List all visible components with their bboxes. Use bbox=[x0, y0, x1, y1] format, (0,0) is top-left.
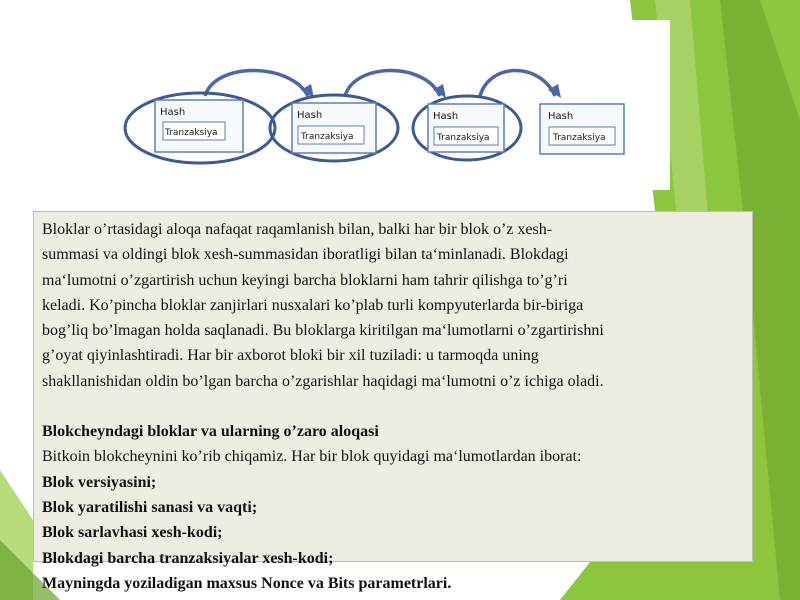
paragraph-line: bog’liq bo’lmagan holda saqlanadi. Bu bloklarga kiritilgan ma‘lumotlarni o’zgartirishni bbox=[42, 322, 604, 340]
blockchain-diagram bbox=[0, 0, 800, 200]
paragraph-line: keladi. Ko’pincha bloklar zanjirlari nusxalari ko’plab turli kompyuterlarda bir-biriga bbox=[42, 296, 584, 314]
paragraph-line: Bloklar o’rtasidagi aloqa nafaqat raqamlanish bilan, balki har bir blok o’z xesh- bbox=[42, 221, 553, 238]
paragraph-line: shakllanishidan oldin bo’lgan barcha o’zgarishlar haqidagi ma‘lumotni o’z ichiga oladi. bbox=[42, 372, 604, 390]
block-4-hash-label: Hash bbox=[548, 111, 574, 122]
block-3-tx-label: Tranzaksiya bbox=[437, 133, 490, 143]
spacer bbox=[42, 394, 744, 419]
section-heading: Blokcheyndagi bloklar va ularning o’zaro aloqasi bbox=[42, 423, 379, 441]
text-panel bbox=[33, 211, 753, 592]
block-4-tx-label: Tranzaksiya bbox=[553, 133, 606, 143]
paragraph-line: ma‘lumotni o’zgartirish uchun keyingi barcha bloklarni ham tahrir qilishga to’g’ri bbox=[42, 271, 568, 289]
block-1-hash-label: Hash bbox=[160, 107, 186, 118]
paragraph-line: g’oyat qiyinlashtiradi. Har bir axborot bloki bir xil tuziladi: u tarmoqda uning bbox=[42, 347, 539, 365]
list-item: Blok yaratilishi sanasi va vaqti; bbox=[42, 498, 258, 516]
list-item: Mayningda yoziladigan maxsus Nonce va Bits parametrlari. bbox=[42, 574, 452, 592]
section-intro: Bitkoin blokcheynini ko’rib chiqamiz. Har bir blok quyidagi ma‘lumotlardan iborat: bbox=[42, 448, 582, 466]
block-2-hash-label: Hash bbox=[297, 110, 323, 121]
block-3-hash-label: Hash bbox=[433, 111, 459, 122]
list-item: Blokdagi barcha tranzaksiyalar xesh-kodi; bbox=[42, 549, 334, 567]
block-2-tx-label: Tranzaksiya bbox=[301, 132, 354, 142]
block-1-tx-label: Tranzaksiya bbox=[165, 128, 218, 138]
list-item: Blok sarlavhasi xesh-kodi; bbox=[42, 524, 223, 542]
list-item: Blok versiyasini; bbox=[42, 473, 157, 491]
paragraph-line: summasi va oldingi blok xesh-summasidan iboratligi bilan ta‘minlanadi. Blokdagi bbox=[42, 246, 569, 264]
